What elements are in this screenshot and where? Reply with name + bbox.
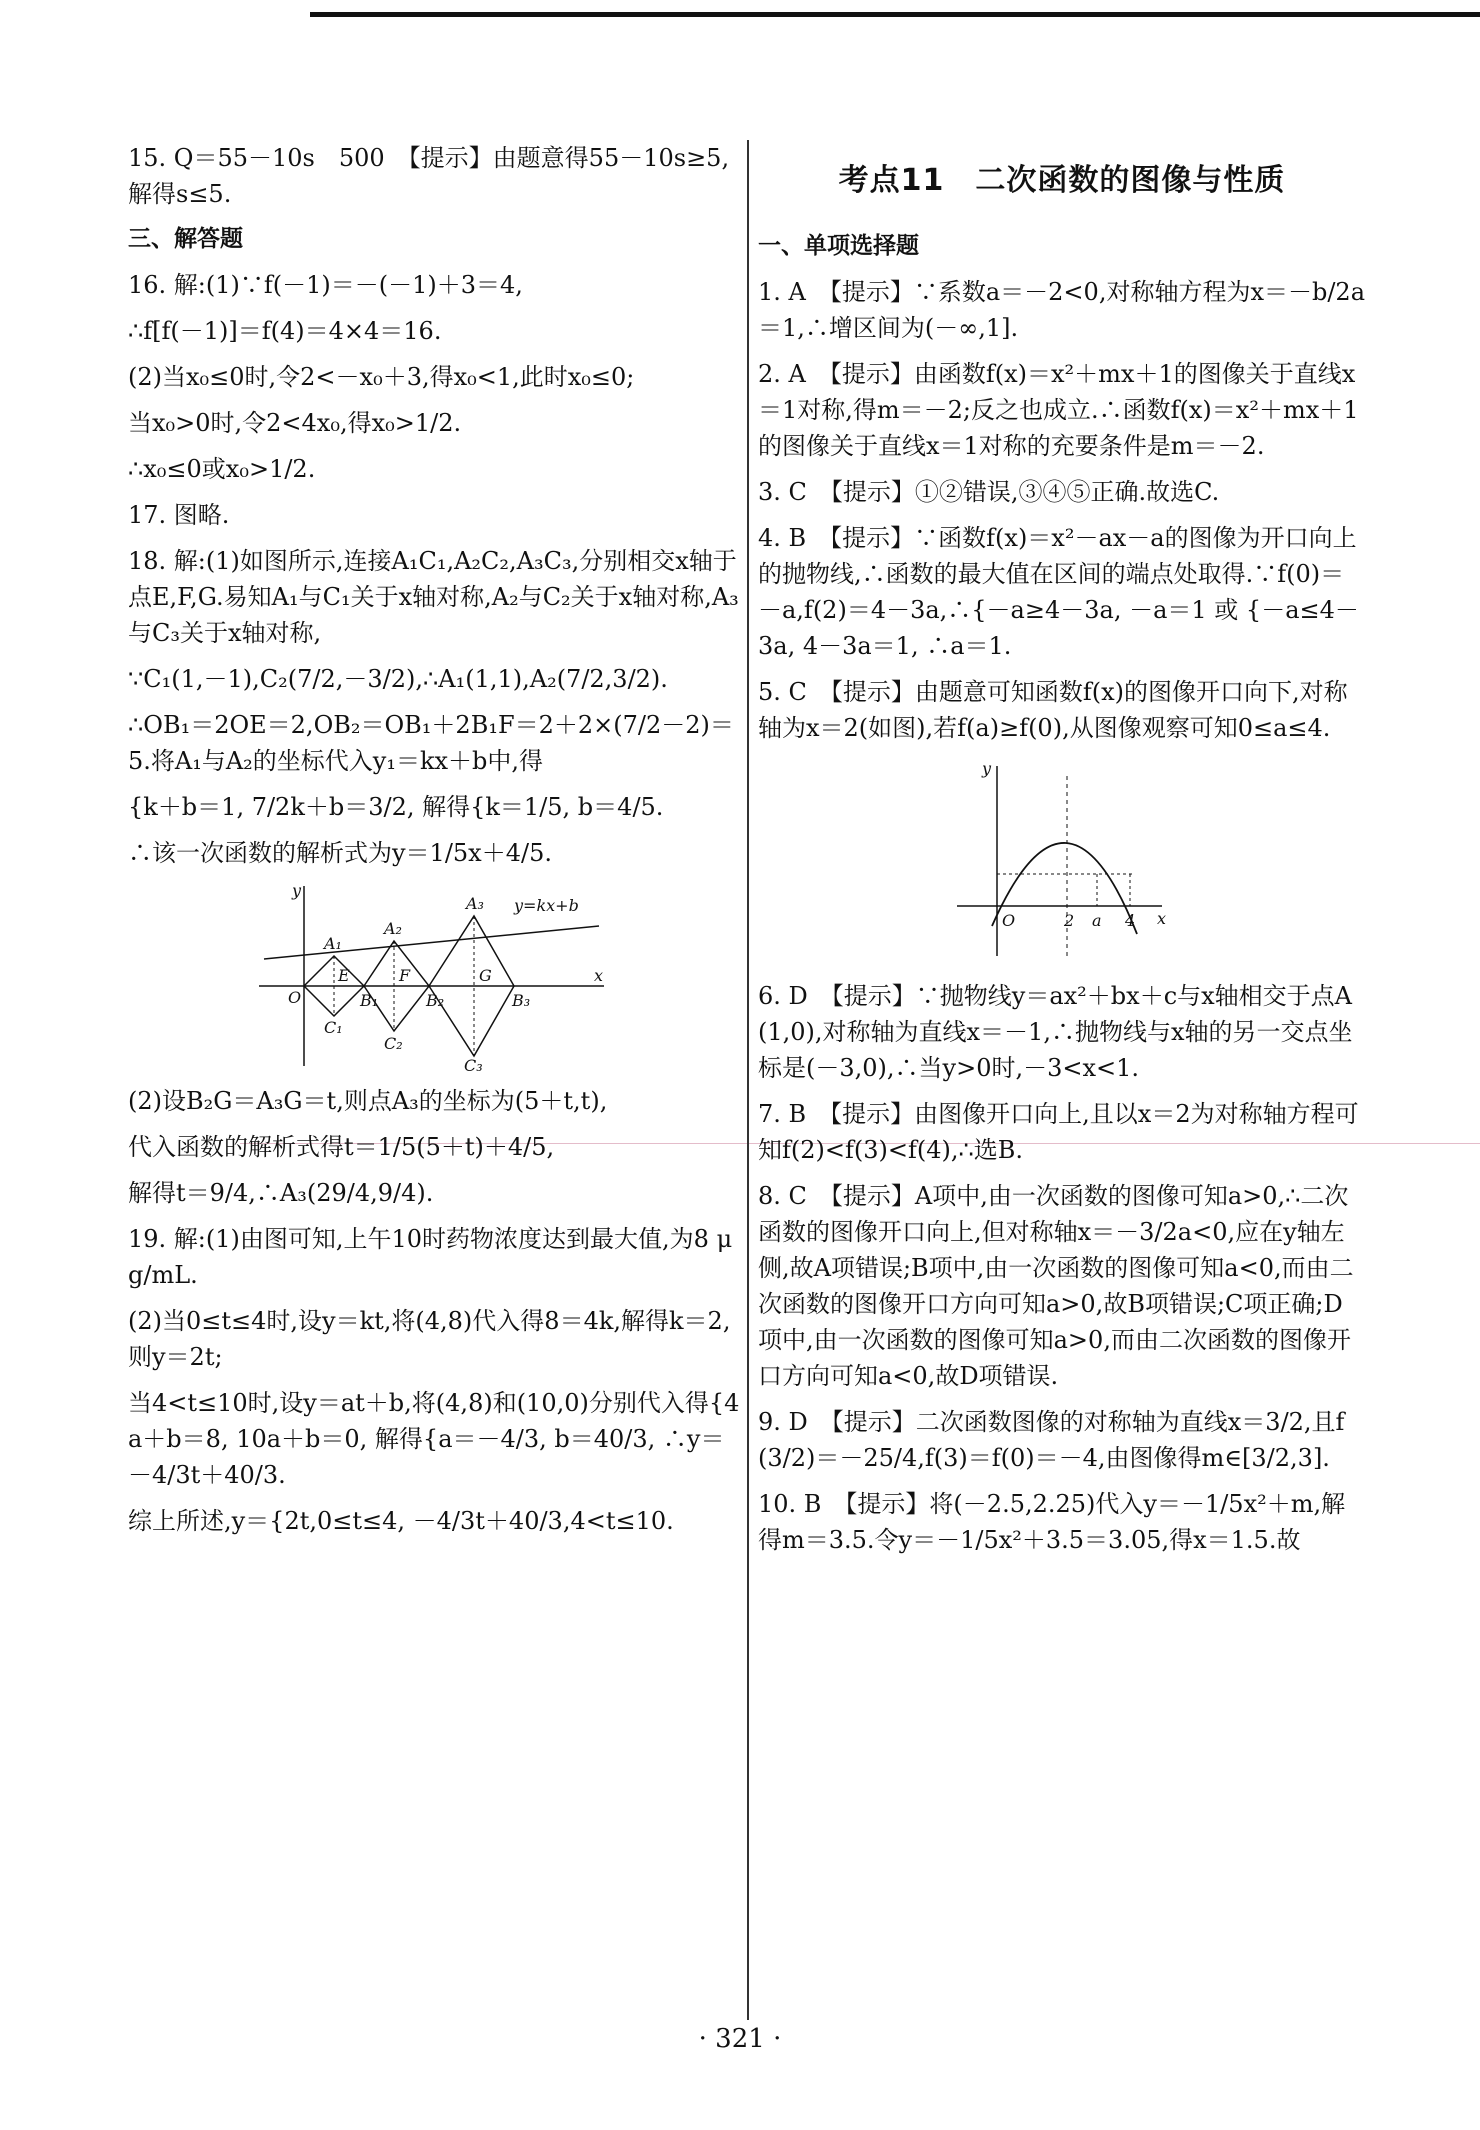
- top-rule: [310, 12, 1480, 17]
- label-y: y: [982, 758, 992, 778]
- topic-title: 考点11 二次函数的图像与性质: [838, 163, 1286, 198]
- label-x: x: [1157, 908, 1167, 928]
- label-b2: B₂: [426, 990, 445, 1010]
- choice-answer-3: 3. C 【提示】①②错误,③④⑤正确.故选C.: [758, 477, 1220, 506]
- answer-19-line-2: (2)当0≤t≤4时,设y＝kt,将(4,8)代入得8＝4k,解得k＝2,则y＝2t;: [128, 1306, 731, 1371]
- answer-16-line-3: (2)当x₀≤0时,令2<－x₀＋3,得x₀<1,此时x₀≤0;: [128, 362, 635, 391]
- label-e: E: [338, 965, 350, 985]
- label-c3: C₃: [464, 1055, 483, 1071]
- choice-answer-2: 2. A 【提示】由函数f(x)＝x²＋mx＋1的图像关于直线x＝1对称,得m＝－2;反之也成立.∴函数f(x)＝x²＋mx＋1的图像关于直线x＝1对称的充要条件是m＝－2.: [758, 359, 1359, 460]
- answer-19-line-1: 19. 解:(1)由图可知,上午10时药物浓度达到最大值,为8 μg/mL.: [128, 1224, 733, 1289]
- section-heading-choice: 一、单项选择题: [758, 233, 919, 259]
- answer-16-line-5: ∴x₀≤0或x₀>1/2.: [128, 454, 316, 483]
- zigzag-figure: [244, 881, 624, 1071]
- label-line: y=kx+b: [514, 895, 579, 915]
- answer-17: 17. 图略.: [128, 500, 230, 529]
- left-column: [128, 140, 740, 1549]
- line-y-kx-b: [264, 926, 599, 959]
- label-a3: A₃: [466, 893, 484, 913]
- label-4: 4: [1125, 910, 1136, 930]
- section-heading-solutions: 三、解答题: [128, 226, 243, 252]
- label-o: O: [288, 987, 302, 1007]
- choice-answer-4: 4. B 【提示】∵函数f(x)＝x²－ax－a的图像为开口向上的抛物线,∴函数的最大值在区间的端点处取得.∵f(0)＝－a,f(2)＝4－3a,∴{－a≥4－3a, －a＝1 或 {－a≤4－3a, 4－3a＝1, ∴a＝1.: [758, 523, 1359, 660]
- answer-18-line-2: ∵C₁(1,－1),C₂(7/2,－3/2),∴A₁(1,1),A₂(7/2,3/2).: [128, 664, 668, 693]
- label-a2: A₂: [384, 918, 402, 938]
- label-a1: A₁: [324, 933, 342, 953]
- choice-answer-9: 9. D 【提示】二次函数图像的对称轴为直线x＝3/2,且f(3/2)＝－25/4,f(3)＝f(0)＝－4,由图像得m∈[3/2,3].: [758, 1407, 1345, 1472]
- answer-19-line-4: 综上所述,y＝{2t,0≤t≤4, －4/3t＋40/3,4<t≤10.: [128, 1506, 674, 1535]
- answer-18b-line-3: 解得t＝9/4,∴A₃(29/4,9/4).: [128, 1178, 434, 1207]
- label-a: a: [1092, 910, 1102, 930]
- answer-16-line-2: ∴f[f(－1)]＝f(4)＝4×4＝16.: [128, 316, 442, 345]
- label-b1: B₁: [360, 990, 379, 1010]
- label-x: x: [594, 965, 604, 985]
- choice-answer-6: 6. D 【提示】∵抛物线y＝ax²＋bx＋c与x轴相交于点A(1,0),对称轴为直线x＝－1,∴抛物线与x轴的另一交点坐标是(－3,0),∴当y>0时,－3<x<1.: [758, 981, 1353, 1082]
- label-g: G: [479, 965, 492, 985]
- answer-18-line-1: 18. 解:(1)如图所示,连接A₁C₁,A₂C₂,A₃C₃,分别相交x轴于点E,F,G.易知A₁与C₁关于x轴对称,A₂与C₂关于x轴对称,A₃与C₃关于x轴对称,: [128, 546, 739, 647]
- label-f: F: [399, 965, 411, 985]
- label-o: O: [1002, 910, 1016, 930]
- choice-answer-7: 7. B 【提示】由图像开口向上,且以x＝2为对称轴方程可知f(2)<f(3)<f(4),∴选B.: [758, 1099, 1359, 1164]
- answer-19-line-3: 当4<t≤10时,设y＝at＋b,将(4,8)和(10,0)分别代入得{4a＋b＝8, 10a＋b＝0, 解得{a＝－4/3, b＝40/3, ∴y＝－4/3t＋40/3.: [128, 1388, 740, 1489]
- label-2: 2: [1064, 910, 1075, 930]
- label-c2: C₂: [384, 1033, 403, 1053]
- answer-18b-line-1: (2)设B₂G＝A₃G＝t,则点A₃的坐标为(5＋t,t),: [128, 1086, 608, 1115]
- answer-18-line-4: {k＋b＝1, 7/2k＋b＝3/2, 解得{k＝1/5, b＝4/5.: [128, 792, 664, 821]
- page-number: · 321 ·: [698, 2024, 782, 2054]
- column-divider: [747, 140, 749, 2020]
- label-y: y: [292, 880, 302, 900]
- right-column: [758, 140, 1366, 1568]
- parabola-figure: [952, 756, 1172, 966]
- choice-answer-5: 5. C 【提示】由题意可知函数f(x)的图像开口向下,对称轴为x＝2(如图),若f(a)≥f(0),从图像观察可知0≤a≤4.: [758, 677, 1348, 742]
- choice-answer-8: 8. C 【提示】A项中,由一次函数的图像可知a>0,∴二次函数的图像开口向上,但对称轴x＝－3/2a<0,应在y轴左侧,故A项错误;B项中,由一次函数的图像可知a<0,而由二次函数的图像开口方向可知a>0,故B项错误;C项正确;D项中,由一次函数的图像可知a>0,而由二次函数的图像开口方向可知a<0,故D项错误.: [758, 1181, 1354, 1390]
- choice-answer-1: 1. A 【提示】∵系数a＝－2<0,对称轴方程为x＝－b/2a＝1,∴增区间为(－∞,1].: [758, 277, 1366, 342]
- answer-15: 15. Q＝55－10s 500 【提示】由题意得55－10s≥5,解得s≤5.: [128, 144, 730, 208]
- label-c1: C₁: [324, 1017, 343, 1037]
- answer-18-line-5: ∴该一次函数的解析式为y＝1/5x＋4/5.: [128, 838, 552, 867]
- label-b3: B₃: [512, 990, 531, 1010]
- answer-16-line-1: 16. 解:(1)∵f(－1)＝－(－1)＋3＝4,: [128, 270, 523, 299]
- answer-18-line-3: ∴OB₁＝2OE＝2,OB₂＝OB₁＋2B₁F＝2＋2×(7/2－2)＝5.将A₁与A₂的坐标代入y₁＝kx＋b中,得: [128, 710, 734, 775]
- answer-18b-line-2: 代入函数的解析式得t＝1/5(5＋t)＋4/5,: [128, 1132, 555, 1161]
- answer-16-line-4: 当x₀>0时,令2<4x₀,得x₀>1/2.: [128, 408, 462, 437]
- choice-answer-10: 10. B 【提示】将(－2.5,2.25)代入y＝－1/5x²＋m,解得m＝3.5.令y＝－1/5x²＋3.5＝3.05,得x＝1.5.故: [758, 1489, 1346, 1554]
